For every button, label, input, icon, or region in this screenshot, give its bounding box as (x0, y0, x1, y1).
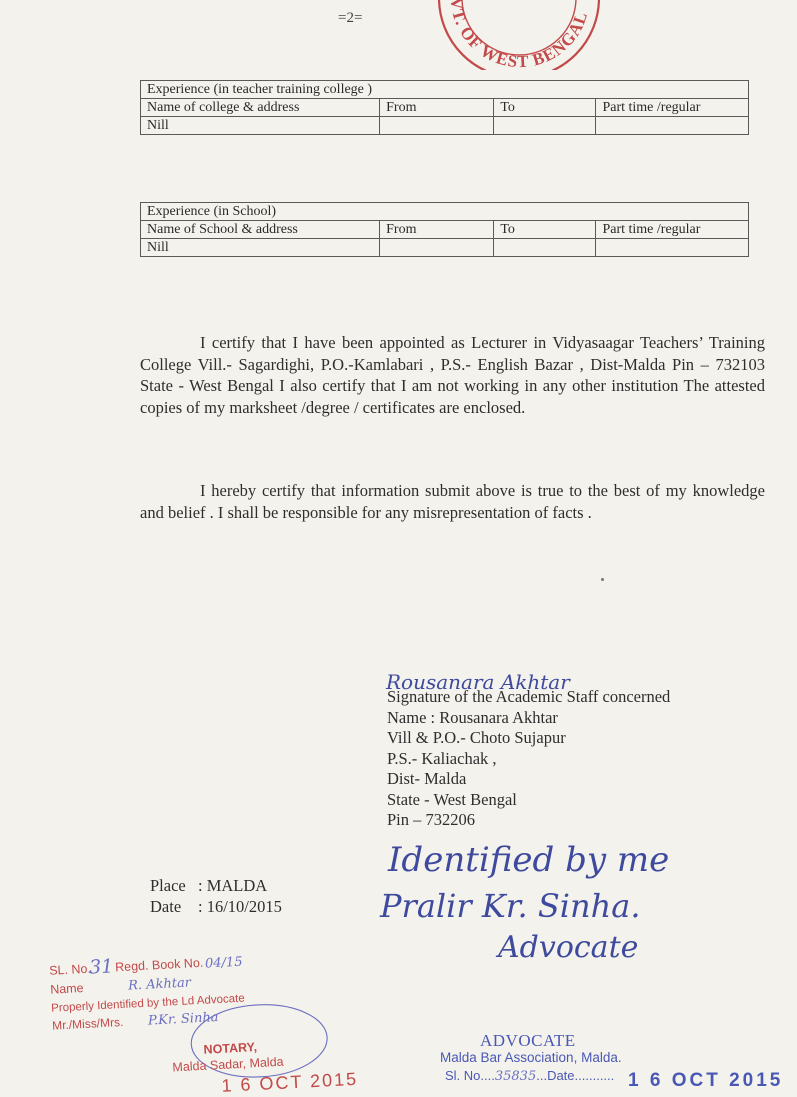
date-label: Date (547, 1068, 575, 1083)
table-title-row (141, 203, 749, 221)
table-title-row (141, 81, 749, 99)
school-experience-table (140, 202, 749, 257)
advocate-identification-handwriting (368, 835, 733, 970)
cell-to (494, 239, 596, 257)
svg-text:Rousanara Akhtar: Rousanara Akhtar (386, 670, 570, 694)
place-value: : MALDA (198, 876, 268, 895)
teacher-training-experience-table (140, 80, 749, 135)
cell-type (596, 117, 749, 135)
address-line: Pin – 732206 (387, 810, 476, 829)
staff-name: Name : Rousanara Akhtar (387, 707, 558, 727)
address-line: Dist- Malda (387, 769, 467, 788)
signature-caption: Signature of the Academic Staff concerned (387, 687, 671, 706)
svg-text:1 6 OCT 2015: 1 6 OCT 2015 (220, 1068, 359, 1096)
staff-signature-block (387, 687, 670, 831)
address-line: P.S.- Kaliachak , (387, 748, 497, 768)
declaration-paragraph: I hereby certify that information submit above is true to the best of my knowledge and belief . I shall be responsible for any misrepresentation of facts . (140, 481, 765, 522)
svg-text:SL. No.: SL. No. (48, 961, 92, 978)
certification-paragraph: I certify that I have been appointed as Lecturer in Vidyasaagar Teachers’ Training College Vill.- Sagardighi, P.O.-Kamlabari , P.S.- English Bazar , Dist-Malda Pin – 732103 State - West Bengal I also certify that I am not working in any other institution The attested copies of my marksheet /degree / certificates are enclosed. (140, 333, 765, 417)
advocate-title: ADVOCATE (480, 1031, 576, 1050)
header-from: From (380, 99, 494, 117)
date-label: Date (150, 896, 182, 916)
svg-text:Mr./Miss/Mrs.: Mr./Miss/Mrs. (51, 1014, 124, 1033)
place-label: Place (150, 876, 186, 895)
serial-value: 35835 (494, 1069, 537, 1084)
advocate-serial: Sl. No....35835...Date........... (445, 1068, 615, 1084)
cell-name: Nill (141, 239, 380, 257)
table-header-row (141, 221, 749, 239)
header-from: From (380, 221, 494, 239)
place-line (150, 876, 282, 897)
place-date-block (150, 876, 282, 917)
cell-to (494, 117, 596, 135)
svg-text:Malda Sadar, Malda: Malda Sadar, Malda (172, 1054, 284, 1075)
advocate-date: 1 6 OCT 2015 (628, 1070, 784, 1091)
ink-dot (601, 578, 604, 581)
notary-stamp (30, 950, 359, 1097)
header-to: To (494, 221, 596, 239)
svg-text:Advocate: Advocate (498, 930, 639, 965)
svg-text:Properly Identified by the Ld: Properly Identified by the Ld Advocate (50, 992, 246, 1015)
table-title: Experience (in teacher training college ) (141, 81, 749, 99)
svg-text:Regd. Book No.: Regd. Book No. (114, 955, 204, 975)
header-type: Part time /regular (596, 99, 749, 117)
table-row (141, 239, 749, 257)
page-number: =2= (338, 10, 363, 26)
cell-from (380, 239, 494, 257)
svg-text:P.Kr. Sinha: P.Kr. Sinha (147, 1009, 219, 1029)
date-value: : 16/10/2015 (198, 896, 282, 916)
table-title: Experience (in School) (141, 203, 749, 221)
header-name: Name of college & address (141, 99, 380, 117)
cell-name: Nill (141, 117, 380, 135)
cell-type (596, 239, 749, 257)
svg-text:Name: Name (49, 981, 84, 997)
header-name: Name of School & address (141, 221, 380, 239)
registration-seal (433, 0, 605, 70)
header-type: Part time /regular (596, 221, 749, 239)
svg-text:Pralir Kr. Sinha.: Pralir Kr. Sinha. (380, 887, 641, 925)
bar-association: Malda Bar Association, Malda. (440, 1050, 622, 1065)
advocate-stamp (440, 1028, 784, 1097)
serial-label: Sl. No. (445, 1068, 485, 1083)
svg-text:NOTARY,: NOTARY, (203, 1040, 258, 1057)
address-line: State - West Bengal (387, 789, 517, 809)
address-line: Vill & P.O.- Choto Sujapur (387, 728, 566, 747)
cell-from (380, 117, 494, 135)
svg-text:Identified by me: Identified by me (388, 840, 670, 880)
svg-text:31: 31 (88, 955, 114, 979)
table-row (141, 117, 749, 135)
date-line (150, 897, 282, 918)
svg-text:R. Akhtar: R. Akhtar (127, 975, 192, 994)
header-to: To (494, 99, 596, 117)
svg-text:04/15: 04/15 (204, 954, 243, 972)
seal-text-govt: VT. OF WEST BENGAL (446, 0, 592, 70)
table-header-row (141, 99, 749, 117)
